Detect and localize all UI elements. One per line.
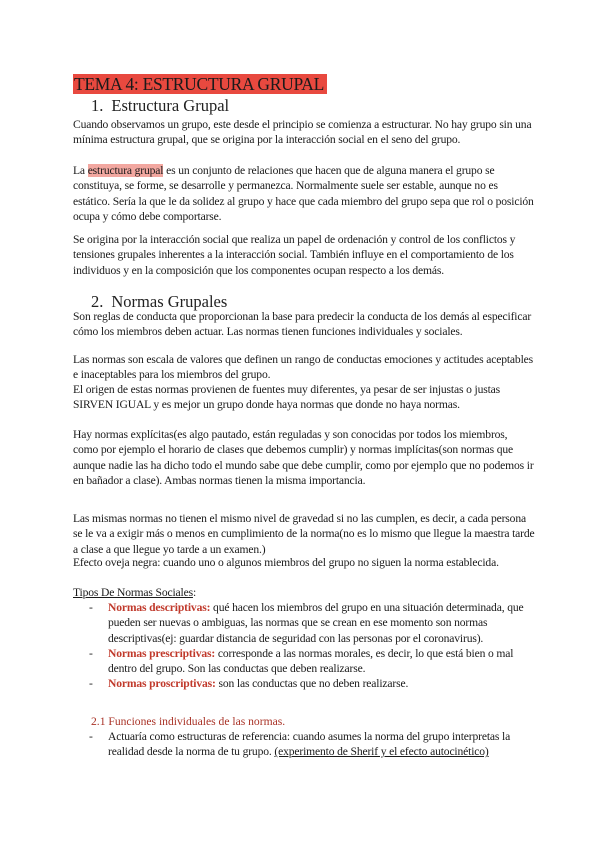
section-number: 1. bbox=[91, 96, 104, 115]
item-text: qué hacen los miembros del grupo en una situación determinada, que pueden ser nuevas o ambiguas, las normas que se crean en ese momento son normas descriptivas(ej: guardar distancia de seguridad con las personas por el coronavirus). bbox=[108, 601, 524, 645]
item-text: corresponde a las normas morales, es decir, lo que está bien o mal dentro del grupo. Son las conductas que deben realizarse. bbox=[108, 646, 514, 676]
bullet-dash: - bbox=[89, 646, 93, 660]
paragraph: Las mismas normas no tienen el mismo nivel de gravedad si no las cumplen, es decir, a cada persona se le va a exigir más o menos en cumplimiento de la norma(no es lo mismo que llegue la maestra tarde a clase a que llegue yo tarde a un examen.) bbox=[73, 512, 535, 556]
paragraph: Efecto oveja negra: cuando uno o algunos miembros del grupo no siguen la norma establecida. bbox=[73, 556, 499, 569]
list-item bbox=[73, 646, 543, 677]
text-run: : bbox=[192, 586, 197, 599]
paragraph: Se origina por la interacción social que realiza un papel de ordenación y control de los conflictos y tensiones grupales inherentes a la interacción social. También influye en el comportamiento de los individuos y en la composición que los componentes ocupan respecto a los demás. bbox=[73, 233, 516, 277]
list-item bbox=[73, 729, 543, 760]
paragraph bbox=[73, 163, 535, 224]
text-run: es un conjunto de relaciones que hacen que de alguna manera el grupo se constituya, se forme, se desarrolle y permanezca. Normalmente suele ser estable, aunque no es estático. Sería la que le da solidez al grupo y hace que cada miembro del grupo sepa que rol o posición ocupa y cómo debe comportarse. bbox=[73, 164, 534, 223]
item-text: Actuaría como estructuras de referencia: cuando asumes la norma del grupo interpretas la realidad desde la norma de tu grupo. bbox=[108, 730, 511, 759]
section-title: Estructura Grupal bbox=[111, 96, 230, 115]
underlined-reference: (experimento de Sherif y el efecto autocinético) bbox=[274, 745, 489, 759]
text-run: La bbox=[73, 164, 88, 177]
document-title: TEMA 4: ESTRUCTURA GRUPAL bbox=[73, 74, 327, 94]
highlighted-term: estructura grupal bbox=[87, 164, 164, 177]
tipos-label bbox=[73, 585, 535, 600]
term: Normas descriptivas: bbox=[108, 601, 211, 614]
list-item bbox=[73, 676, 543, 691]
subsection-heading: 2.1 Funciones individuales de las normas. bbox=[91, 715, 286, 728]
paragraph: Son reglas de conducta que proporcionan la base para predecir la conducta de los demás al especificar cómo los miembros deben actuar. Las normas tienen funciones individuales y sociales. bbox=[73, 310, 532, 339]
term: Normas proscriptivas: bbox=[108, 677, 216, 691]
tipos-label-text: Tipos De Normas Sociales bbox=[73, 586, 193, 599]
sub-list bbox=[73, 729, 543, 760]
tipos-list bbox=[73, 600, 543, 692]
section-title: Normas Grupales bbox=[111, 292, 228, 311]
list-item bbox=[73, 600, 543, 646]
bullet-dash: - bbox=[89, 677, 93, 691]
item-text: son las conductas que no deben realizarse. bbox=[215, 677, 409, 691]
paragraph: Cuando observamos un grupo, este desde el principio se comienza a estructurar. No hay grupo sin una mínima estructura grupal, que se origina por la interacción social en el seno del grupo. bbox=[73, 118, 532, 147]
term: Normas prescriptivas: bbox=[108, 646, 216, 660]
paragraph: El origen de estas normas provienen de fuentes muy diferentes, ya pesar de ser injustas o justas SIRVEN IGUAL y es mejor un grupo donde haya normas que donde no haya normas. bbox=[73, 383, 501, 412]
section-heading-1 bbox=[91, 96, 229, 116]
paragraph: Hay normas explícitas(es algo pautado, están reguladas y son conocidas por todos los miembros, como por ejemplo el horario de clases que debemos cumplir) y normas implícitas(son normas que aunque nadie las ha dicho todo el mundo sabe que debe cumplir, como por ejemplo que no podemos ir en bañador a clase). Ambas normas tienen la misma importancia. bbox=[73, 428, 534, 487]
bullet-dash: - bbox=[89, 730, 93, 743]
section-number: 2. bbox=[91, 292, 104, 311]
bullet-dash: - bbox=[89, 601, 93, 614]
paragraph: Las normas son escala de valores que definen un rango de conductas emociones y actitudes aceptables e inaceptables para los miembros del grupo. bbox=[73, 353, 533, 382]
